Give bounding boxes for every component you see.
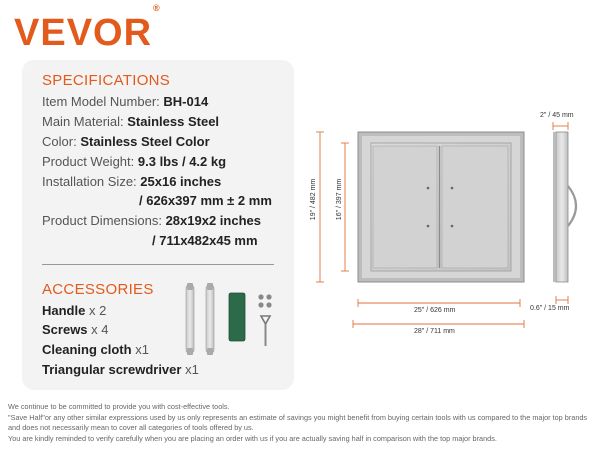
spec-install: Installation Size: 25x16 inches bbox=[42, 174, 222, 189]
screws-icon bbox=[258, 294, 271, 307]
specifications-title: SPECIFICATIONS bbox=[42, 72, 171, 89]
door-side-view bbox=[553, 132, 576, 282]
disclaimer bbox=[8, 402, 594, 444]
brand-logo: VEVOR® bbox=[14, 3, 161, 54]
accessory-handle: Handle x 2 bbox=[42, 303, 107, 318]
disclaimer-line-1: We continue to be committed to provide you with cost-effective tools. bbox=[8, 402, 230, 411]
disclaimer-line-2: "Save Half"or any other similar expressions used by us only represents an estimate of savings you might benefit from buying certain tools with us compared to the major top brands and does not necessarily mean to cover all categories of tools offered by us. bbox=[8, 412, 588, 432]
dim-width-inner: 25" / 626 mm bbox=[414, 307, 456, 314]
dim-depth: 2" / 45 mm bbox=[540, 112, 574, 119]
disclaimer-line-3: You are kindly reminded to verify carefully when you are placing an order with us if you are actually saving half in comparison with the top major brands. bbox=[8, 433, 497, 443]
accessory-screwdriver: Triangular screwdriver x1 bbox=[42, 362, 199, 377]
spec-dimensions-metric: / 711x482x45 mm bbox=[152, 233, 258, 248]
accessories-title: ACCESSORIES bbox=[42, 281, 154, 298]
dim-width-outer: 28" / 711 mm bbox=[414, 328, 455, 335]
screwdriver-icon bbox=[261, 316, 270, 346]
spec-model: Item Model Number: BH-014 bbox=[42, 94, 209, 109]
spec-weight: Product Weight: 9.3 lbs / 4.2 kg bbox=[42, 154, 227, 169]
dim-height-outer: 19" / 482 mm bbox=[310, 178, 318, 221]
spec-material: Main Material: Stainless Steel bbox=[42, 114, 220, 129]
registered-mark: ® bbox=[153, 3, 161, 14]
spec-color: Color: Stainless Steel Color bbox=[42, 134, 210, 149]
dim-height-inner: 16" / 397 mm bbox=[336, 178, 344, 221]
handle-icon bbox=[186, 283, 214, 355]
cleaning-cloth-icon bbox=[229, 293, 245, 341]
accessory-screws: Screws x 4 bbox=[42, 322, 109, 337]
dim-flange: 0.6" / 15 mm bbox=[530, 305, 570, 312]
accessory-cloth: Cleaning cloth x1 bbox=[42, 342, 149, 357]
door-front-view bbox=[358, 132, 524, 282]
spec-dimensions: Product Dimensions: 28x19x2 inches bbox=[42, 213, 261, 228]
spec-install-metric: / 626x397 mm ± 2 mm bbox=[139, 193, 272, 208]
